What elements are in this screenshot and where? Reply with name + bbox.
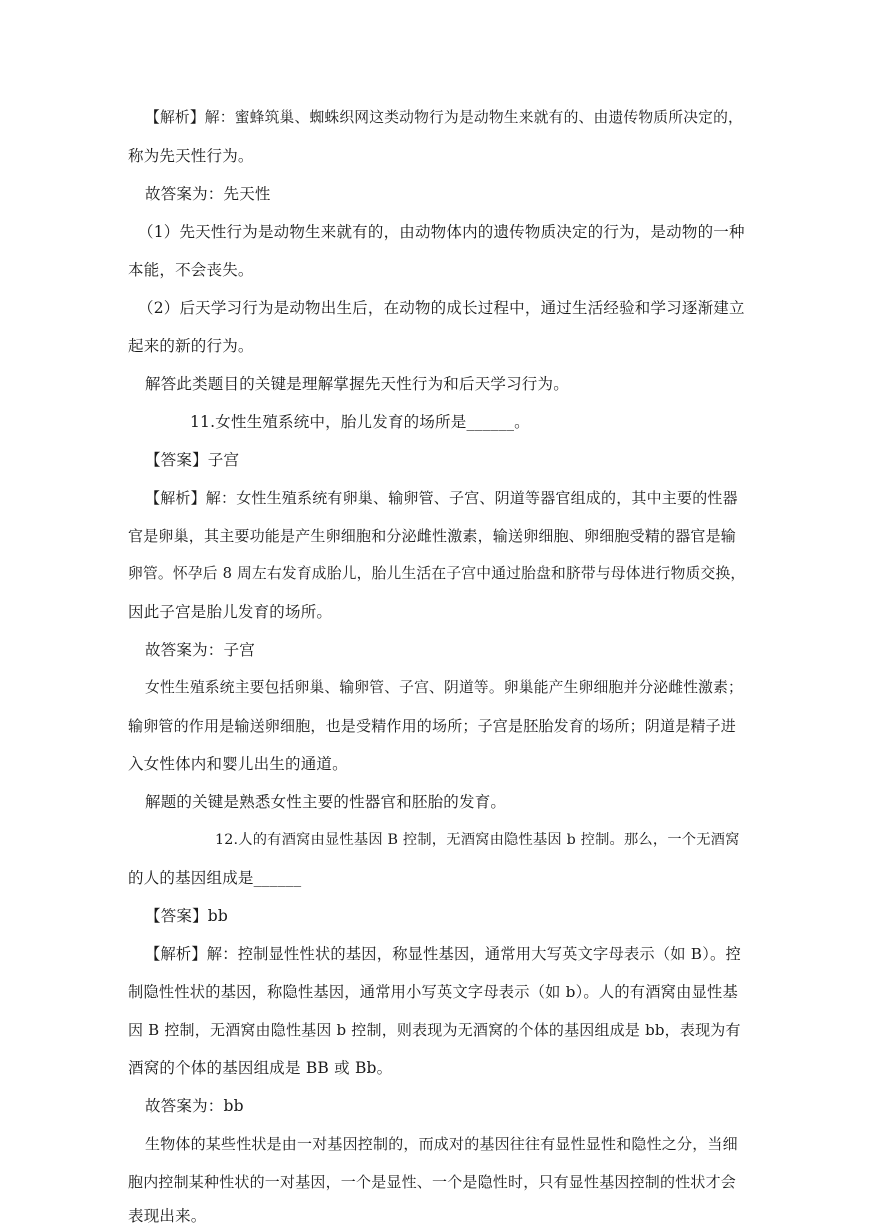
q12-final-answer: 故答案为：bb	[145, 1097, 244, 1115]
q11-note-line-3: 入女性体内和婴儿出生的通道。	[128, 755, 348, 773]
q12-question-line-2: 的人的基因组成是______	[128, 869, 302, 887]
q10-point1-line-1: （1）先天性行为是动物生来就有的，由动物体内的遗传物质决定的行为，是动物的一种	[138, 223, 745, 241]
q11-analysis-line-1: 【解析】解：女性生殖系统有卵巢、输卵管、子宫、阴道等器官组成的，其中主要的性器	[145, 489, 738, 507]
q10-analysis-line-2: 称为先天性行为。	[128, 147, 254, 165]
q12-answer: 【答案】bb	[145, 907, 229, 925]
q12-question-line-1: 12.人的有酒窝由显性基因 B 控制，无酒窝由隐性基因 b 控制。那么，一个无酒窝	[215, 832, 740, 848]
q11-note-line-2: 输卵管的作用是输送卵细胞，也是受精作用的场所；子宫是胚胎发育的场所；阴道是精子进	[128, 717, 737, 735]
q10-point2-line-2: 起来的新的行为。	[128, 337, 254, 355]
q12-analysis-line-4: 酒窝的个体的基因组成是 BB 或 Bb。	[128, 1059, 393, 1077]
q11-analysis-line-4: 因此子宫是胎儿发育的场所。	[128, 603, 333, 621]
q11-note-line-1: 女性生殖系统主要包括卵巢、输卵管、子宫、阴道等。卵巢能产生卵细胞并分泌雌性激素；	[145, 679, 743, 696]
q10-key-point: 解答此类题目的关键是理解掌握先天性行为和后天学习行为。	[145, 375, 569, 393]
q11-analysis-line-2: 官是卵巢，其主要功能是产生卵细胞和分泌雌性激素，输送卵细胞、卵细胞受精的器官是输	[128, 527, 737, 545]
q11-analysis-line-3: 卵管。怀孕后 8 周左右发育成胎儿，胎儿生活在子宫中通过胎盘和脐带与母体进行物质交换，	[128, 565, 746, 582]
q10-analysis-line-1: 【解析】解：蜜蜂筑巢、蜘蛛织网这类动物行为是动物生来就有的、由遗传物质所决定的，	[145, 109, 743, 126]
q10-final-answer: 故答案为：先天性	[145, 185, 271, 203]
q11-key-point: 解题的关键是熟悉女性主要的性器官和胚胎的发育。	[145, 793, 507, 811]
q12-analysis-line-2: 制隐性性状的基因，称隐性基因，通常用小写英文字母表示（如 b）。人的有酒窝由显性基	[128, 983, 738, 1001]
q12-analysis-line-3: 因 B 控制，无酒窝由隐性基因 b 控制，则表现为无酒窝的个体的基因组成是 bb，表现为有	[128, 1021, 741, 1039]
q10-point2-line-1: （2）后天学习行为是动物出生后，在动物的成长过程中，通过生活经验和学习逐渐建立	[138, 299, 745, 317]
q12-note-line-1: 生物体的某些性状是由一对基因控制的，而成对的基因往往有显性显性和隐性之分，当细	[145, 1135, 738, 1153]
q11-question: 11.女性生殖系统中，胎儿发育的场所是______。	[190, 413, 530, 431]
q12-note-line-2: 胞内控制某种性状的一对基因，一个是显性、一个是隐性时，只有显性基因控制的性状才会	[128, 1173, 737, 1191]
q10-point1-line-2: 本能，不会丧失。	[128, 261, 254, 279]
q11-final-answer: 故答案为：子宫	[145, 641, 255, 659]
q12-note-line-3: 表现出来。	[128, 1207, 207, 1225]
q12-analysis-line-1: 【解析】解：控制显性性状的基因，称显性基因，通常用大写英文字母表示（如 B）。控	[145, 945, 741, 963]
q11-answer: 【答案】子宫	[145, 451, 240, 469]
